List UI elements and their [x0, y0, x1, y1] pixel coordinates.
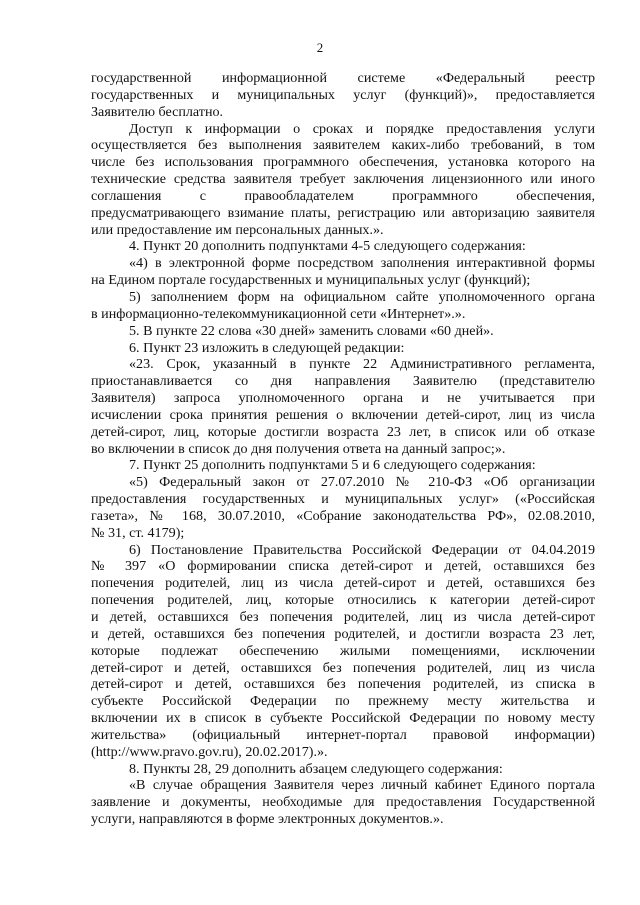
- text-line: включении их в список в субъекте Российской Федерации по новому месту: [91, 710, 595, 727]
- text-line: государственных и муниципальных услуг (функций)», предоставляется: [91, 86, 595, 103]
- text-line: которые подлежат обеспечению жилыми помещениями, исключении: [91, 642, 595, 659]
- text-line: предусматривающего взимание платы, регистрацию или авторизацию заявителя: [91, 204, 595, 221]
- paragraph: [91, 457, 595, 474]
- text-line: на Едином портале государственных и муниципальных услуг (функций);: [91, 272, 531, 289]
- text-line: попечения родителей, лиц из числа детей-сирот и детей, оставшихся без: [91, 575, 595, 592]
- text-line: и детей, оставшихся без попечения родителей, лиц из числа детей-сирот: [91, 609, 595, 625]
- text-line: числе без использования программного обеспечения, установка которого на: [91, 154, 595, 171]
- text-line: предоставления государственных и муниципальных услуг» («Российская: [91, 491, 595, 508]
- text-line: 5. В пункте 22 слова «30 дней» заменить словами «60 дней».: [129, 322, 494, 339]
- text-line: осуществляется без выполнения заявителем каких-либо требований, в том: [91, 137, 595, 154]
- text-line: соглашения с правообладателем программного обеспечения,: [91, 187, 595, 204]
- text-line: № 397 «О формировании списка детей-сирот и детей, оставшихся без: [91, 558, 595, 575]
- page-number: 2: [316, 40, 324, 55]
- text-line: 7. Пункт 25 дополнить подпунктами 5 и 6 следующего содержания:: [129, 457, 536, 474]
- text-line: технические средства заявителя требует заключения лицензионного или иного: [91, 171, 595, 188]
- paragraph: [91, 289, 595, 323]
- text-line: субъекте Российской Федерации по прежнему месту жительства и: [91, 693, 595, 710]
- paragraph: [91, 255, 595, 289]
- text-line: жительства» (официальный интернет-портал правовой информации): [91, 726, 595, 743]
- text-line: государственной информационной системе «Федеральный реестр: [91, 70, 595, 86]
- text-line: услуги, направляются в форме электронных документов.».: [91, 811, 444, 828]
- text-line: попечения родителей, лиц, которые относились к категории детей-сирот: [91, 592, 595, 609]
- text-line: Доступ к информации о сроках и порядке предоставления услуги: [129, 120, 595, 137]
- text-line: «23. Срок, указанный в пункте 22 Административного регламента,: [129, 356, 595, 373]
- paragraph: [91, 761, 595, 778]
- text-line: детей-сирот и детей, оставшихся без попечения родителей, лиц из числа: [91, 659, 595, 676]
- text-line: Заявителю бесплатно.: [91, 103, 224, 120]
- paragraph: [91, 542, 595, 761]
- document-body: [91, 70, 595, 828]
- paragraph: [91, 121, 595, 239]
- paragraph: [91, 323, 595, 340]
- text-line: 6. Пункт 23 изложить в следующей редакции:: [129, 339, 405, 356]
- text-line: газета», № 168, 30.07.2010, «Собрание законодательства РФ», 02.08.2010,: [91, 507, 595, 524]
- text-line: 6) Постановление Правительства Российской Федерации от 04.04.2019: [129, 541, 595, 558]
- text-line: 4. Пункт 20 дополнить подпунктами 4-5 следующего содержания:: [129, 238, 526, 255]
- paragraph: [91, 238, 595, 255]
- text-line: приостанавливается со дня направления Заявителю (представителю: [91, 373, 595, 390]
- paragraph: [91, 474, 595, 541]
- paragraph: [91, 777, 595, 828]
- text-line: в информационно-телекоммуникационной сети «Интернет».».: [91, 305, 466, 322]
- text-line: «В случае обращения Заявителя через личный кабинет Единого портала: [129, 777, 595, 794]
- text-line: № 31, ст. 4179);: [91, 524, 185, 541]
- paragraph: [91, 356, 595, 457]
- text-line: во включении в список до дня получения ответа на данный запрос;».: [91, 440, 506, 457]
- paragraph: [91, 70, 595, 121]
- text-line: 8. Пункты 28, 29 дополнить абзацем следующего содержания:: [129, 760, 503, 777]
- paragraph: [91, 340, 595, 357]
- text-line: «4) в электронной форме посредством заполнения интерактивной формы: [129, 255, 595, 272]
- text-line: или предоставление им персональных данных.».: [91, 221, 384, 238]
- text-line: «5) Федеральный закон от 27.07.2010 № 210-ФЗ «Об организации: [129, 474, 595, 491]
- text-line: исчислении срока принятия решения о включении детей-сирот, лиц из числа: [91, 406, 595, 423]
- text-line: детей-сирот, лиц, которые достигли возраста 23 лет, в список или об отказе: [91, 423, 595, 440]
- text-line: (http://www.pravo.gov.ru), 20.02.2017).».: [91, 743, 328, 760]
- text-line: детей-сирот и детей, оставшихся без попечения родителей, из списка в: [91, 676, 595, 693]
- text-line: заявление и документы, необходимые для предоставления Государственной: [91, 794, 595, 811]
- text-line: Заявителя) запроса уполномоченного органа и не учитывается при: [91, 390, 595, 407]
- text-line: 5) заполнением форм на официальном сайте уполномоченного органа: [129, 288, 595, 305]
- text-line: и детей, оставшихся без попечения родителей, и достигли возраста 23 лет,: [91, 625, 595, 642]
